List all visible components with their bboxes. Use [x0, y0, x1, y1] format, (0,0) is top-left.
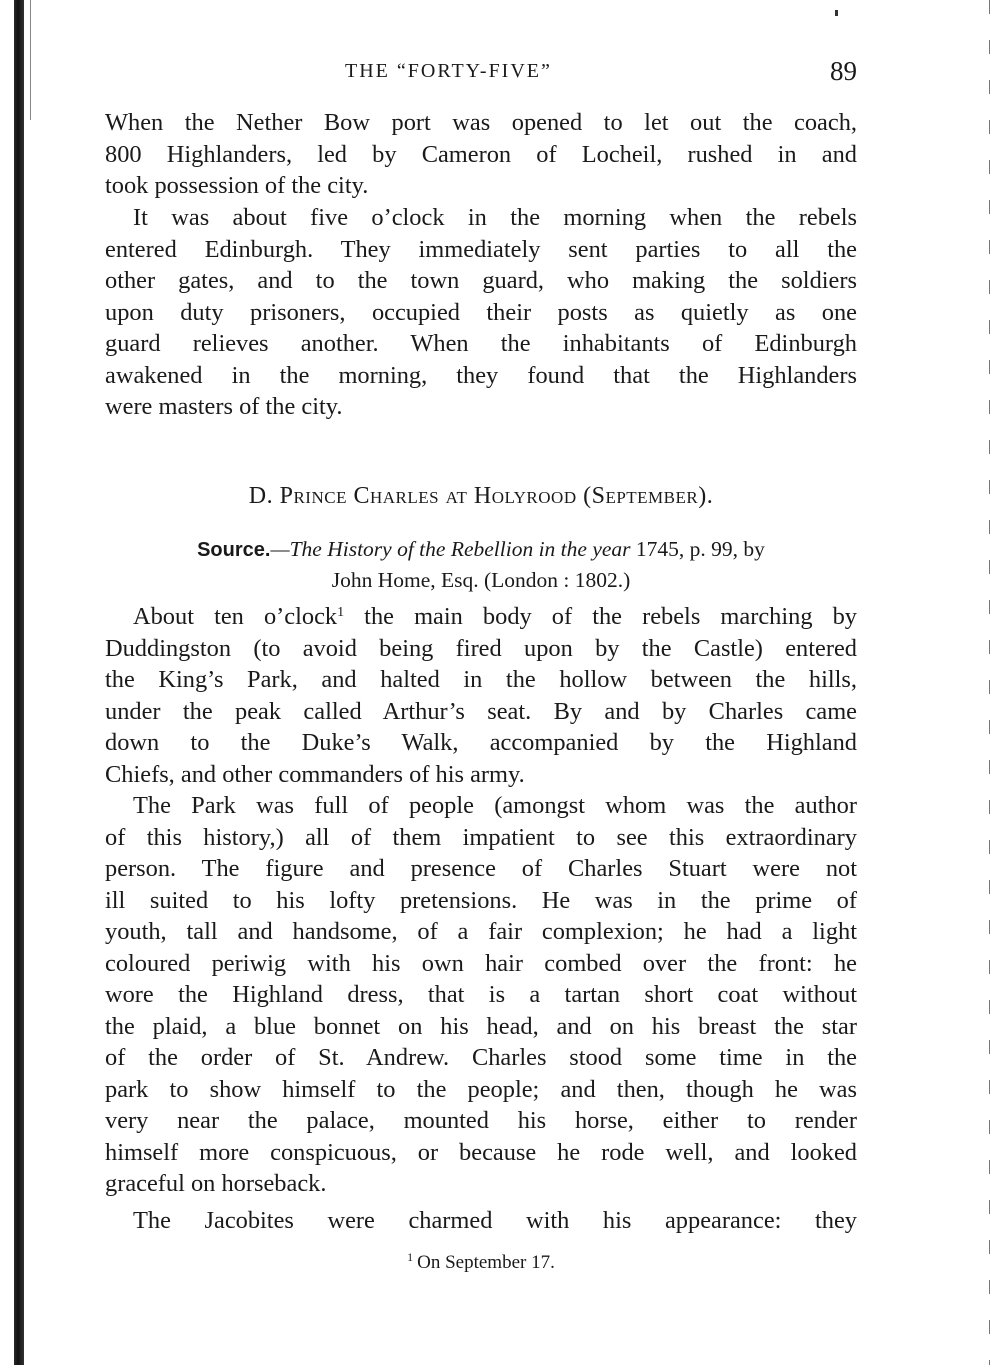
paragraph-3-line-2: Duddingston (to avoid being fired upon by the Castle) entered: [105, 634, 857, 662]
paragraph-2-line-5: guard relieves another. When the inhabitants of Edinburgh: [105, 330, 857, 357]
paragraph-3-line-1: [105, 601, 857, 633]
source-dash: —: [270, 537, 290, 561]
paragraph-2-line-1: It was about five o’clock in the morning when the rebels: [133, 204, 857, 231]
section-heading: [105, 483, 857, 510]
paragraph-3-line-5: down to the Duke’s Walk, accompanied by the Highland: [105, 729, 857, 756]
paragraph-4-line-4: ill suited to his lofty pretensions. He was in the prime of: [105, 886, 857, 914]
running-head: [105, 58, 857, 88]
paragraph-4-line-8: the plaid, a blue bonnet on his head, and on his breast the star: [105, 1012, 857, 1040]
paragraph-4-line-3: person. The figure and presence of Charles Stuart were not: [105, 855, 857, 882]
source-line-1: [105, 534, 857, 565]
source-year-page: 1745, p. 99, by: [630, 537, 765, 561]
binding-edge: [14, 0, 24, 1365]
source-line-2: John Home, Esq. (London : 1802.): [331, 568, 631, 592]
source-label: Source.: [197, 539, 271, 561]
paragraph-2-line-4: upon duty prisoners, occupied their posts as quietly as one: [105, 298, 857, 326]
paragraph-2-line-3: other gates, and to the town guard, who making the soldiers: [105, 267, 857, 294]
binding-edge-line: [30, 0, 31, 120]
paragraph-1-line-1: When the Nether Bow port was opened to let out the coach,: [105, 109, 857, 136]
paragraph-3: [105, 601, 857, 790]
section-month: (September).: [583, 483, 714, 509]
paragraph-2-line-7: were masters of the city.: [105, 393, 343, 420]
paragraph-3-line-4: under the peak called Arthur’s seat. By and by Charles came: [105, 697, 857, 725]
paragraph-5-line-1: The Jacobites were charmed with his appearance: they: [133, 1207, 857, 1234]
section-title: Prince Charles at Holyrood: [279, 483, 577, 509]
section-letter: D.: [248, 483, 274, 509]
paragraph-3-line-3: the King’s Park, and halted in the hollow between the hills,: [105, 666, 857, 693]
footnote-text: On September 17.: [417, 1252, 555, 1273]
paragraph-1: [105, 107, 857, 202]
footnote: [105, 1252, 857, 1274]
paragraph-4-line-6: coloured periwig with his own hair combed over the front: he: [105, 949, 857, 977]
running-head-title: THE “FORTY-FIVE”: [345, 60, 552, 82]
paragraph-4-line-12: himself more conspicuous, or because he rode well, and looked: [105, 1138, 857, 1166]
page-number: 89: [830, 56, 857, 86]
paragraph-2-line-2: entered Edinburgh. They immediately sent parties to all the: [105, 235, 857, 263]
paragraph-2: [105, 202, 857, 423]
paragraph-4-line-10: park to show himself to the people; and then, though he was: [105, 1075, 857, 1103]
paragraph-4-line-9: of the order of St. Andrew. Charles stood some time in the: [105, 1044, 857, 1071]
paragraph-4-line-2: of this history,) all of them impatient to see this extraordinary: [105, 823, 857, 851]
page-right-edge: [989, 0, 990, 1365]
paragraph-4-line-1: The Park was full of people (amongst whom was the author: [133, 792, 857, 819]
paragraph-2-line-6: awakened in the morning, they found that the Highlanders: [105, 361, 857, 389]
paragraph-1-line-2: 800 Highlanders, led by Cameron of Locheil, rushed in and: [105, 140, 857, 168]
paragraph-4-line-5: youth, tall and handsome, of a fair complexion; he had a light: [105, 918, 857, 945]
paragraph-4: [105, 790, 857, 1200]
source-citation: [105, 534, 857, 595]
paragraph-3-line-1-end: the main body of the rebels marching by: [344, 603, 857, 630]
footnote-mark: 1: [407, 1250, 414, 1264]
scan-speck: [835, 10, 838, 16]
paragraph-4-line-11: very near the palace, mounted his horse, either to render: [105, 1107, 857, 1134]
paragraph-4-line-13: graceful on horseback.: [105, 1170, 327, 1197]
paragraph-1-line-3: took possession of the city.: [105, 172, 369, 199]
paragraph-3-line-1-start: About ten o’clock: [133, 603, 338, 630]
paragraph-4-line-7: wore the Highland dress, that is a tartan short coat without: [105, 981, 857, 1008]
source-title: The History of the Rebellion in the year: [289, 537, 631, 561]
paragraph-5: [105, 1205, 857, 1237]
footnote-reference: 1: [337, 605, 345, 620]
paragraph-3-line-6: Chiefs, and other commanders of his army.: [105, 760, 525, 788]
